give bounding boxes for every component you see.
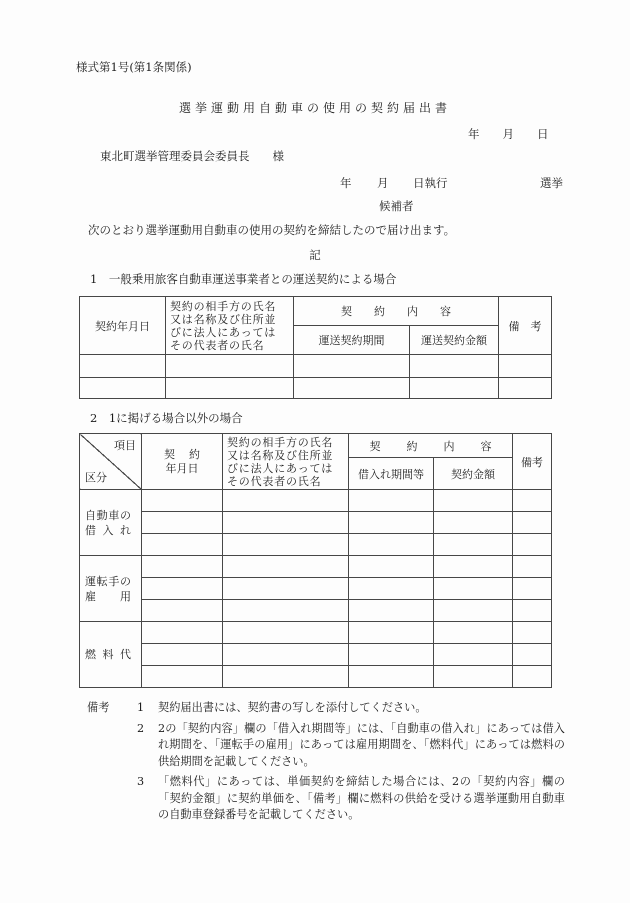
t2-cell-empty — [223, 578, 349, 600]
t2-cell-empty — [142, 534, 223, 556]
section1-heading: 1 一般乗用旅客自動車運送事業者との運送契約による場合 — [90, 272, 397, 286]
t2-cell-empty — [434, 512, 513, 534]
t2-col-date-line2: 年月日 — [165, 461, 199, 475]
t2-cell-empty — [223, 622, 349, 644]
note-text: 「燃料代」にあっては、単価契約を締結した場合には、2の「契約内容」欄の「契約金額」に契約単価を、「備考」欄に燃料の供給を受ける選挙運動用自動車の自動車登録番号を記載してください。 — [158, 775, 565, 821]
t2-row-label-line: 借入れ — [85, 523, 131, 537]
t2-row-label-line: 自動車の — [85, 508, 131, 522]
t2-cell-empty — [223, 644, 349, 666]
t2-cell-empty — [349, 512, 434, 534]
note-item — [137, 700, 565, 717]
t1-cell-empty — [499, 378, 552, 399]
t2-cell-empty — [513, 512, 552, 534]
t1-cell-empty — [410, 378, 499, 399]
t2-col-contract-date — [142, 434, 223, 490]
t2-row-label-line: 雇用 — [85, 589, 131, 603]
t2-col-amount: 契約金額 — [434, 458, 513, 490]
t1-col-amount: 運送契約金額 — [410, 326, 499, 355]
t2-cell-empty — [223, 490, 349, 512]
t2-cell-empty — [513, 644, 552, 666]
note-number: 3 — [137, 775, 145, 788]
execution-day: 日執行 — [413, 176, 448, 190]
t1-col-remarks: 備 考 — [499, 297, 552, 355]
t2-cell-empty — [434, 578, 513, 600]
t1-party-line: びに法人にあっては — [170, 325, 277, 339]
t2-cell-empty — [513, 534, 552, 556]
t2-cell-empty — [349, 490, 434, 512]
section2-heading: 2 1に掲げる場合以外の場合 — [90, 411, 243, 425]
t2-cell-empty — [513, 490, 552, 512]
t2-row-label-fuel-cost — [80, 622, 142, 688]
t2-cell-empty — [223, 534, 349, 556]
t2-cell-empty — [434, 600, 513, 622]
execution-year: 年 — [340, 176, 352, 190]
t1-party-line: その代表者の氏名 — [170, 338, 265, 352]
note-number: 1 — [137, 701, 145, 714]
t2-cell-empty — [513, 578, 552, 600]
candidate-label: 候補者 — [379, 199, 414, 213]
note-text: 2の「契約内容」欄の「借入れ期間等」には、「自動車の借入れ」にあっては借入れ期間を、「運転手の雇用」にあっては雇用期間を、「燃料代」にあっては燃料の供給期間を記載してください。 — [158, 721, 565, 768]
t1-cell-empty — [80, 378, 166, 399]
t2-row-label-driver-employment — [80, 556, 142, 622]
form-number: 様式第1号(第1条関係) — [76, 60, 192, 74]
execution-election: 選挙 — [540, 176, 563, 190]
t2-cell-empty — [349, 622, 434, 644]
t2-cell-empty — [142, 490, 223, 512]
t2-cell-empty — [142, 512, 223, 534]
t2-col-date-line1: 契約 — [164, 447, 200, 461]
note-number: 2 — [137, 721, 145, 735]
t2-cell-empty — [513, 556, 552, 578]
t2-col-content-label: 契約内容 — [369, 439, 492, 453]
t2-cell-empty — [513, 666, 552, 688]
t2-diagonal-header-cell — [80, 434, 142, 490]
t2-cell-empty — [434, 622, 513, 644]
execution-line — [0, 175, 630, 191]
notes-label: 備考 — [87, 701, 110, 714]
t2-col-period: 借入れ期間等 — [349, 458, 434, 490]
t2-col-remarks: 備考 — [513, 434, 552, 490]
t1-cell-empty — [294, 378, 410, 399]
declaration-line: 次のとおり選挙運動用自動車の使用の契約を締結したので届け出ます。 — [88, 223, 456, 237]
t1-cell-empty — [410, 355, 499, 378]
t1-party-line: 又は名称及び住所並 — [170, 312, 277, 326]
t2-cell-empty — [223, 600, 349, 622]
date-line: 年 月 日 — [468, 127, 549, 141]
t2-cell-empty — [513, 600, 552, 622]
t2-col-content — [349, 434, 513, 458]
t2-cell-empty — [434, 666, 513, 688]
t2-cell-empty — [513, 622, 552, 644]
t2-cell-empty — [142, 600, 223, 622]
execution-month: 月 — [377, 176, 389, 190]
t2-diag-item-label: 項目 — [114, 439, 136, 452]
t1-cell-empty — [166, 378, 294, 399]
t1-col-party — [166, 297, 294, 355]
t2-cell-empty — [349, 644, 434, 666]
t2-cell-empty — [349, 556, 434, 578]
ki-label: 記 — [309, 248, 321, 262]
t2-row-label-line: 燃料代 — [85, 648, 131, 661]
t2-cell-empty — [142, 622, 223, 644]
t2-cell-empty — [349, 600, 434, 622]
t2-cell-empty — [434, 644, 513, 666]
t2-party-line: その代表者の氏名 — [227, 474, 322, 488]
t2-cell-empty — [434, 490, 513, 512]
t2-party-line: 契約の相手方の氏名 — [227, 435, 334, 449]
t1-cell-empty — [166, 355, 294, 378]
t2-cell-empty — [349, 666, 434, 688]
addressee-line: 東北町選挙管理委員会委員長 様 — [100, 149, 284, 163]
t1-party-line: 契約の相手方の氏名 — [170, 299, 277, 313]
t2-col-party — [223, 434, 349, 490]
t1-col-period: 運送契約期間 — [294, 326, 410, 355]
page-title: 選挙運動用自動車の使用の契約届出書 — [178, 101, 451, 115]
notes-items — [137, 700, 565, 828]
notes-block — [87, 700, 565, 828]
t1-col-contract-date: 契約年月日 — [80, 297, 166, 355]
t1-cell-empty — [80, 355, 166, 378]
t1-cell-empty — [499, 355, 552, 378]
note-item — [137, 774, 565, 824]
transport-contract-table — [79, 296, 552, 399]
t2-cell-empty — [142, 666, 223, 688]
t2-cell-empty — [349, 534, 434, 556]
t1-col-content-label: 契約内容 — [341, 305, 451, 318]
t2-cell-empty — [142, 556, 223, 578]
t2-cell-empty — [349, 578, 434, 600]
t2-cell-empty — [223, 556, 349, 578]
note-item — [137, 721, 565, 771]
t2-party-line: 又は名称及び住所並 — [227, 448, 334, 462]
note-text: 契約届出書には、契約書の写しを添付してください。 — [158, 701, 427, 714]
t2-cell-empty — [223, 512, 349, 534]
t2-cell-empty — [142, 578, 223, 600]
t2-party-line: びに法人にあっては — [227, 461, 334, 475]
t2-diag-category-label: 区分 — [85, 471, 107, 484]
t2-cell-empty — [223, 666, 349, 688]
other-contract-table — [79, 433, 552, 688]
t2-row-label-car-rental — [80, 490, 142, 556]
t2-row-label-line: 運転手の — [85, 574, 131, 588]
t2-cell-empty — [142, 644, 223, 666]
t2-cell-empty — [434, 556, 513, 578]
t2-cell-empty — [434, 534, 513, 556]
t1-cell-empty — [294, 355, 410, 378]
t1-col-content — [294, 297, 499, 326]
